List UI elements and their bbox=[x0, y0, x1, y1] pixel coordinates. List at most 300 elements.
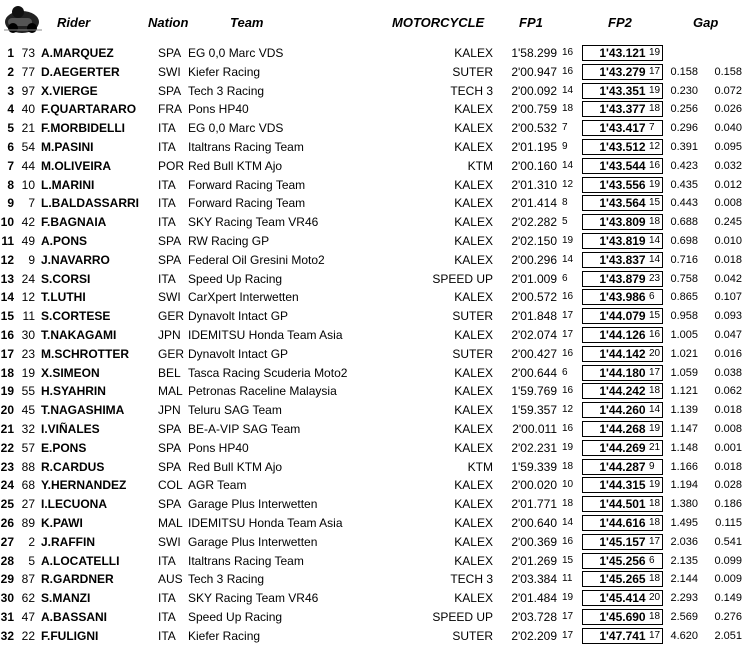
cell-team: BE-A-VIP SAG Team bbox=[188, 422, 301, 436]
cell-num: 22 bbox=[21, 628, 35, 643]
cell-team: Speed Up Racing bbox=[188, 271, 283, 286]
cell-fp2: 1'44.501 bbox=[582, 496, 663, 512]
cell-num: 57 bbox=[21, 440, 35, 455]
cell-gap2: 0.018 bbox=[714, 460, 742, 473]
cell-num: 77 bbox=[21, 64, 35, 79]
cell-gap2: 0.032 bbox=[714, 159, 742, 172]
cell-rider: F.MORBIDELLI bbox=[41, 121, 125, 136]
cell-pos: 29 bbox=[0, 572, 14, 587]
cell-num: 68 bbox=[21, 478, 35, 493]
cell-fp2: 1'43.377 bbox=[582, 101, 663, 117]
cell-fp1l: 14 bbox=[562, 159, 574, 171]
cell-num: 21 bbox=[21, 121, 35, 136]
cell-pos: 11 bbox=[1, 234, 14, 248]
cell-fp1: 1'59.769 bbox=[511, 384, 557, 399]
cell-pos: 8 bbox=[7, 177, 14, 192]
cell-rider: F.BAGNAIA bbox=[41, 215, 107, 230]
table-row bbox=[0, 458, 745, 477]
cell-gap: 1.121 bbox=[670, 385, 698, 398]
cell-gap2: 0.099 bbox=[714, 554, 742, 567]
cell-fp1: 2'03.384 bbox=[511, 572, 557, 587]
cell-num: 44 bbox=[21, 158, 35, 173]
cell-nation: SPA bbox=[158, 46, 182, 60]
cell-pos: 2 bbox=[7, 64, 14, 79]
cell-fp1: 2'00.427 bbox=[511, 346, 557, 361]
cell-gap: 1.005 bbox=[670, 329, 698, 341]
cell-nation: SWI bbox=[158, 290, 181, 305]
cell-fp1: 2'01.848 bbox=[511, 309, 557, 324]
cell-team: Tech 3 Racing bbox=[188, 572, 265, 587]
cell-num: 88 bbox=[21, 459, 35, 474]
cell-fp2l: 18 bbox=[649, 611, 661, 622]
cell-rider: A.PONS bbox=[41, 234, 88, 248]
cell-rider: M.PASINI bbox=[41, 140, 94, 154]
cell-fp2: 1'45.690 bbox=[582, 609, 663, 625]
cell-rider: F.FULIGNI bbox=[41, 628, 99, 643]
table-row bbox=[0, 420, 745, 439]
cell-fp1: 2'00.160 bbox=[511, 158, 557, 173]
cell-fp2l: 17 bbox=[649, 535, 661, 547]
cell-moto: KALEX bbox=[454, 252, 493, 267]
cell-team: CarXpert Interwetten bbox=[188, 290, 299, 305]
cell-fp2l: 19 bbox=[649, 47, 661, 58]
cell-rider: T.NAKAGAMI bbox=[41, 328, 117, 342]
cell-num: 7 bbox=[28, 196, 35, 211]
cell-pos: 22 bbox=[0, 440, 14, 455]
cell-fp1l: 9 bbox=[562, 141, 568, 152]
cell-gap: 0.758 bbox=[670, 272, 698, 285]
cell-nation: SPA bbox=[158, 459, 182, 474]
cell-gap2: 0.042 bbox=[714, 272, 742, 285]
cell-nation: SPA bbox=[158, 252, 182, 267]
cell-fp2l: 20 bbox=[649, 592, 661, 604]
table-row bbox=[0, 382, 745, 401]
cell-fp2: 1'44.079 bbox=[582, 308, 663, 324]
table-row bbox=[0, 82, 745, 101]
cell-pos: 14 bbox=[0, 290, 14, 305]
cell-nation: ITA bbox=[158, 177, 176, 192]
cell-moto: KALEX bbox=[454, 196, 493, 211]
table-row bbox=[0, 608, 745, 627]
cell-moto: KALEX bbox=[454, 290, 493, 305]
cell-fp2l: 7 bbox=[649, 122, 655, 134]
cell-gap: 0.391 bbox=[670, 141, 698, 153]
cell-gap2: 0.093 bbox=[714, 310, 742, 323]
table-row bbox=[0, 589, 745, 608]
cell-fp2: 1'44.315 bbox=[582, 477, 663, 493]
cell-rider: Y.HERNANDEZ bbox=[41, 478, 127, 493]
cell-fp1l: 19 bbox=[562, 592, 574, 604]
cell-fp1l: 16 bbox=[562, 385, 574, 397]
cell-team: Forward Racing Team bbox=[188, 196, 306, 211]
cell-gap: 1.059 bbox=[670, 366, 698, 379]
cell-fp1l: 12 bbox=[562, 178, 574, 190]
cell-gap2: 0.038 bbox=[714, 366, 742, 379]
cell-pos: 20 bbox=[0, 403, 14, 418]
cell-moto: SUTER bbox=[452, 346, 493, 361]
cell-gap: 0.865 bbox=[670, 291, 698, 304]
cell-fp1l: 19 bbox=[562, 441, 574, 453]
cell-rider: X.SIMEON bbox=[41, 365, 100, 380]
cell-gap: 1.166 bbox=[670, 460, 698, 473]
cell-team: Red Bull KTM Ajo bbox=[188, 158, 283, 173]
cell-team: IDEMITSU Honda Team Asia bbox=[188, 328, 343, 342]
cell-num: 87 bbox=[21, 572, 35, 587]
cell-moto: KALEX bbox=[454, 516, 493, 530]
cell-gap2: 0.158 bbox=[714, 65, 742, 78]
cell-fp2l: 15 bbox=[649, 197, 661, 209]
cell-fp2l: 19 bbox=[649, 479, 661, 491]
cell-moto: KALEX bbox=[454, 591, 493, 606]
table-row bbox=[0, 194, 745, 213]
cell-fp1: 1'59.339 bbox=[511, 459, 557, 474]
cell-moto: TECH 3 bbox=[450, 83, 493, 98]
cell-gap: 1.147 bbox=[670, 423, 698, 435]
cell-team: Dynavolt Intact GP bbox=[188, 346, 289, 361]
cell-gap: 0.716 bbox=[670, 253, 698, 266]
cell-nation: SPA bbox=[158, 422, 182, 436]
cell-team: Italtrans Racing Team bbox=[188, 140, 304, 154]
cell-rider: F.QUARTARARO bbox=[41, 102, 137, 117]
cell-fp2l: 14 bbox=[649, 253, 661, 265]
cell-fp2: 1'45.157 bbox=[582, 534, 663, 550]
cell-fp2: 1'44.260 bbox=[582, 402, 663, 418]
cell-gap2: 0.018 bbox=[714, 253, 742, 266]
cell-moto: KALEX bbox=[454, 403, 493, 418]
cell-gap2: 2.051 bbox=[714, 629, 742, 642]
cell-fp1: 2'00.296 bbox=[511, 252, 557, 267]
cell-fp1l: 17 bbox=[562, 629, 574, 641]
cell-gap: 1.139 bbox=[670, 404, 698, 417]
cell-rider: S.CORSI bbox=[41, 271, 91, 286]
cell-pos: 12 bbox=[0, 252, 14, 267]
cell-rider: A.BASSANI bbox=[41, 610, 108, 624]
cell-fp1l: 5 bbox=[562, 216, 568, 228]
cell-pos: 24 bbox=[0, 478, 14, 493]
cell-fp1: 2'00.759 bbox=[511, 102, 557, 117]
cell-rider: A.LOCATELLI bbox=[41, 553, 120, 568]
cell-fp1: 2'01.310 bbox=[511, 177, 557, 192]
cell-fp1: 2'00.947 bbox=[511, 64, 557, 79]
cell-rider: E.PONS bbox=[41, 440, 87, 455]
cell-team: Kiefer Racing bbox=[188, 628, 261, 643]
cell-num: 47 bbox=[21, 610, 35, 624]
table-row bbox=[0, 288, 745, 307]
cell-fp2l: 17 bbox=[649, 65, 661, 77]
cell-fp2: 1'43.512 bbox=[582, 139, 663, 155]
cell-fp1: 2'03.728 bbox=[511, 610, 557, 624]
cell-gap: 0.256 bbox=[670, 103, 698, 116]
header-fp1: FP1 bbox=[519, 15, 543, 30]
cell-nation: ITA bbox=[158, 215, 176, 230]
cell-fp2l: 18 bbox=[649, 498, 661, 510]
cell-moto: TECH 3 bbox=[450, 572, 493, 587]
cell-pos: 18 bbox=[0, 365, 14, 380]
cell-rider: X.VIERGE bbox=[41, 83, 98, 98]
cell-moto: KALEX bbox=[454, 440, 493, 455]
cell-moto: SUTER bbox=[452, 64, 493, 79]
cell-gap: 2.144 bbox=[670, 573, 698, 586]
table-row bbox=[0, 232, 745, 251]
cell-nation: FRA bbox=[158, 102, 182, 117]
table-row bbox=[0, 345, 745, 364]
cell-gap2: 0.072 bbox=[714, 84, 742, 97]
cell-pos: 13 bbox=[0, 271, 14, 286]
cell-fp2l: 6 bbox=[649, 554, 655, 566]
cell-fp2l: 18 bbox=[649, 573, 661, 585]
table-row bbox=[0, 401, 745, 420]
cell-gap2: 0.115 bbox=[715, 517, 742, 529]
cell-team: EG 0,0 Marc VDS bbox=[188, 121, 284, 136]
cell-fp2l: 19 bbox=[649, 423, 661, 434]
cell-pos: 17 bbox=[0, 346, 14, 361]
cell-fp2l: 17 bbox=[649, 629, 661, 641]
cell-fp2: 1'45.414 bbox=[582, 590, 663, 606]
cell-nation: SPA bbox=[158, 83, 182, 98]
cell-fp2: 1'44.616 bbox=[582, 515, 663, 531]
cell-fp2l: 15 bbox=[649, 310, 661, 322]
cell-fp1l: 16 bbox=[562, 291, 574, 303]
cell-num: 9 bbox=[28, 252, 35, 267]
cell-fp1: 2'00.644 bbox=[511, 365, 557, 380]
cell-gap: 4.620 bbox=[670, 629, 698, 642]
cell-pos: 15 bbox=[0, 309, 14, 324]
cell-gap: 2.569 bbox=[670, 611, 698, 623]
cell-fp2: 1'43.819 bbox=[582, 233, 663, 249]
cell-fp2l: 17 bbox=[649, 366, 661, 378]
table-row bbox=[0, 326, 745, 345]
cell-gap: 1.148 bbox=[670, 441, 698, 454]
table-row bbox=[0, 476, 745, 495]
cell-gap2: 0.186 bbox=[714, 498, 742, 511]
cell-moto: KALEX bbox=[454, 328, 493, 342]
cell-fp2: 1'44.180 bbox=[582, 365, 663, 381]
cell-moto: KALEX bbox=[454, 102, 493, 117]
cell-moto: SUTER bbox=[452, 309, 493, 324]
cell-num: 10 bbox=[21, 177, 35, 192]
cell-nation: BEL bbox=[158, 365, 181, 380]
cell-fp1: 2'02.074 bbox=[511, 328, 557, 342]
cell-fp1l: 8 bbox=[562, 197, 568, 209]
cell-num: 23 bbox=[21, 346, 35, 361]
cell-fp1: 2'01.195 bbox=[511, 140, 557, 154]
cell-pos: 32 bbox=[0, 628, 14, 643]
table-row bbox=[0, 495, 745, 514]
cell-gap2: 0.028 bbox=[714, 479, 742, 492]
cell-rider: M.SCHROTTER bbox=[41, 346, 129, 361]
cell-team: RW Racing GP bbox=[188, 234, 270, 248]
cell-fp2l: 12 bbox=[649, 141, 661, 152]
cell-fp2: 1'43.986 bbox=[582, 289, 663, 305]
cell-rider: S.MANZI bbox=[41, 591, 91, 606]
cell-gap: 0.423 bbox=[670, 159, 698, 172]
cell-moto: KALEX bbox=[454, 553, 493, 568]
cell-pos: 30 bbox=[0, 591, 14, 606]
header-rider: Rider bbox=[57, 15, 91, 30]
cell-fp1: 2'00.640 bbox=[511, 516, 557, 530]
cell-nation: ITA bbox=[158, 140, 176, 154]
table-row bbox=[0, 251, 745, 270]
cell-gap2: 0.047 bbox=[714, 329, 742, 341]
cell-num: 40 bbox=[21, 102, 35, 117]
table-row bbox=[0, 533, 745, 552]
cell-fp2l: 16 bbox=[649, 159, 661, 171]
cell-team: Federal Oil Gresini Moto2 bbox=[188, 252, 325, 267]
header-gap: Gap bbox=[693, 15, 719, 30]
cell-num: 62 bbox=[21, 591, 35, 606]
cell-nation: MAL bbox=[158, 516, 183, 530]
cell-fp2: 1'43.544 bbox=[582, 158, 663, 174]
cell-moto: KALEX bbox=[454, 140, 493, 154]
cell-fp1l: 18 bbox=[562, 498, 574, 510]
table-row bbox=[0, 570, 745, 589]
cell-fp2l: 14 bbox=[649, 235, 661, 246]
cell-team: IDEMITSU Honda Team Asia bbox=[188, 516, 343, 530]
table-row bbox=[0, 44, 745, 63]
cell-gap2: 0.245 bbox=[714, 216, 742, 229]
cell-nation: ITA bbox=[158, 121, 176, 136]
cell-fp2: 1'43.837 bbox=[582, 252, 663, 268]
cell-fp1l: 14 bbox=[562, 84, 574, 96]
cell-fp2: 1'44.142 bbox=[582, 346, 663, 362]
cell-pos: 31 bbox=[0, 610, 14, 624]
cell-gap2: 0.010 bbox=[714, 235, 742, 247]
cell-fp1l: 6 bbox=[562, 272, 568, 284]
cell-num: 55 bbox=[21, 384, 35, 399]
cell-fp1l: 17 bbox=[562, 310, 574, 322]
cell-team: Garage Plus Interwetten bbox=[188, 497, 318, 512]
table-row bbox=[0, 63, 745, 82]
cell-pos: 16 bbox=[0, 328, 14, 342]
cell-gap2: 0.095 bbox=[714, 141, 742, 153]
cell-pos: 23 bbox=[0, 459, 14, 474]
cell-nation: JPN bbox=[158, 328, 181, 342]
cell-pos: 27 bbox=[0, 534, 14, 549]
cell-fp1: 2'00.092 bbox=[511, 83, 557, 98]
table-row bbox=[0, 138, 745, 157]
cell-fp2l: 14 bbox=[649, 404, 661, 416]
cell-rider: I.LECUONA bbox=[41, 497, 107, 512]
cell-moto: KALEX bbox=[454, 121, 493, 136]
cell-rider: D.AEGERTER bbox=[41, 64, 120, 79]
cell-fp1: 2'01.414 bbox=[511, 196, 557, 211]
cell-fp1l: 18 bbox=[562, 460, 574, 472]
cell-moto: KALEX bbox=[454, 177, 493, 192]
cell-nation: JPN bbox=[158, 403, 181, 418]
cell-gap: 1.194 bbox=[670, 479, 698, 492]
cell-pos: 25 bbox=[0, 497, 14, 512]
cell-fp2: 1'43.879 bbox=[582, 271, 663, 287]
cell-team: Forward Racing Team bbox=[188, 177, 306, 192]
cell-pos: 4 bbox=[7, 102, 14, 117]
cell-fp1l: 7 bbox=[562, 122, 568, 134]
cell-moto: KALEX bbox=[454, 234, 493, 248]
cell-nation: ITA bbox=[158, 553, 176, 568]
cell-fp1: 2'01.269 bbox=[511, 553, 557, 568]
cell-fp2: 1'45.256 bbox=[582, 553, 663, 569]
cell-pos: 21 bbox=[0, 422, 14, 436]
cell-fp2l: 16 bbox=[649, 329, 661, 340]
cell-fp2l: 19 bbox=[649, 84, 661, 96]
cell-gap: 1.380 bbox=[670, 498, 698, 511]
cell-team: EG 0,0 Marc VDS bbox=[188, 46, 284, 60]
cell-gap: 0.443 bbox=[670, 197, 698, 210]
cell-nation: POR bbox=[158, 158, 185, 173]
cell-gap2: 0.026 bbox=[714, 103, 742, 116]
cell-pos: 9 bbox=[7, 196, 14, 211]
cell-fp2: 1'45.265 bbox=[582, 571, 663, 587]
table-row bbox=[0, 213, 745, 232]
cell-gap: 0.698 bbox=[670, 235, 698, 247]
cell-fp2: 1'44.126 bbox=[582, 327, 663, 343]
cell-nation: ITA bbox=[158, 610, 176, 624]
cell-fp2: 1'44.269 bbox=[582, 440, 663, 456]
cell-rider: H.SYAHRIN bbox=[41, 384, 106, 399]
cell-gap: 2.135 bbox=[670, 554, 698, 567]
cell-rider: J.RAFFIN bbox=[41, 534, 95, 549]
cell-pos: 26 bbox=[0, 516, 14, 530]
cell-pos: 1 bbox=[7, 46, 14, 60]
cell-nation: ITA bbox=[158, 628, 176, 643]
cell-gap: 2.293 bbox=[670, 592, 698, 605]
cell-fp2l: 20 bbox=[649, 347, 661, 359]
cell-fp1l: 17 bbox=[562, 329, 574, 340]
cell-rider: L.MARINI bbox=[41, 177, 95, 192]
cell-fp1l: 14 bbox=[562, 517, 574, 528]
cell-team: AGR Team bbox=[188, 478, 247, 493]
cell-gap2: 0.016 bbox=[714, 347, 742, 360]
cell-nation: SWI bbox=[158, 64, 181, 79]
cell-num: 97 bbox=[21, 83, 35, 98]
cell-num: 11 bbox=[22, 309, 35, 324]
table-row bbox=[0, 119, 745, 138]
cell-fp1l: 10 bbox=[562, 479, 574, 491]
cell-gap2: 0.009 bbox=[714, 573, 742, 586]
cell-gap: 2.036 bbox=[670, 535, 698, 548]
cell-gap: 0.158 bbox=[670, 65, 698, 78]
cell-fp1l: 16 bbox=[562, 535, 574, 547]
cell-fp2l: 18 bbox=[649, 385, 661, 397]
cell-fp1l: 16 bbox=[562, 47, 574, 58]
cell-fp1: 2'01.009 bbox=[511, 271, 557, 286]
cell-fp1: 2'02.209 bbox=[511, 628, 557, 643]
cell-fp2l: 18 bbox=[649, 216, 661, 228]
cell-moto: KALEX bbox=[454, 478, 493, 493]
cell-gap: 0.688 bbox=[670, 216, 698, 229]
cell-fp2: 1'44.242 bbox=[582, 383, 663, 399]
cell-fp1l: 19 bbox=[562, 235, 574, 246]
cell-fp1l: 17 bbox=[562, 611, 574, 622]
cell-moto: KTM bbox=[467, 158, 493, 173]
cell-fp1: 2'00.572 bbox=[511, 290, 557, 305]
cell-fp1l: 15 bbox=[562, 554, 574, 566]
table-row bbox=[0, 100, 745, 119]
cell-gap: 0.296 bbox=[670, 122, 698, 135]
cell-fp1: 2'00.020 bbox=[511, 478, 557, 493]
cell-gap: 0.958 bbox=[670, 310, 698, 323]
cell-gap2: 0.012 bbox=[714, 178, 742, 191]
cell-nation: ITA bbox=[158, 196, 176, 211]
cell-gap2: 0.008 bbox=[714, 423, 742, 435]
cell-pos: 28 bbox=[0, 553, 14, 568]
cell-fp1l: 12 bbox=[562, 404, 574, 416]
cell-rider: J.NAVARRO bbox=[41, 252, 110, 267]
cell-moto: SPEED UP bbox=[432, 271, 493, 286]
cell-nation: COL bbox=[158, 478, 183, 493]
header-motorcycle: MOTORCYCLE bbox=[392, 15, 485, 30]
cell-fp1l: 11 bbox=[562, 573, 573, 585]
cell-rider: R.CARDUS bbox=[41, 459, 105, 474]
